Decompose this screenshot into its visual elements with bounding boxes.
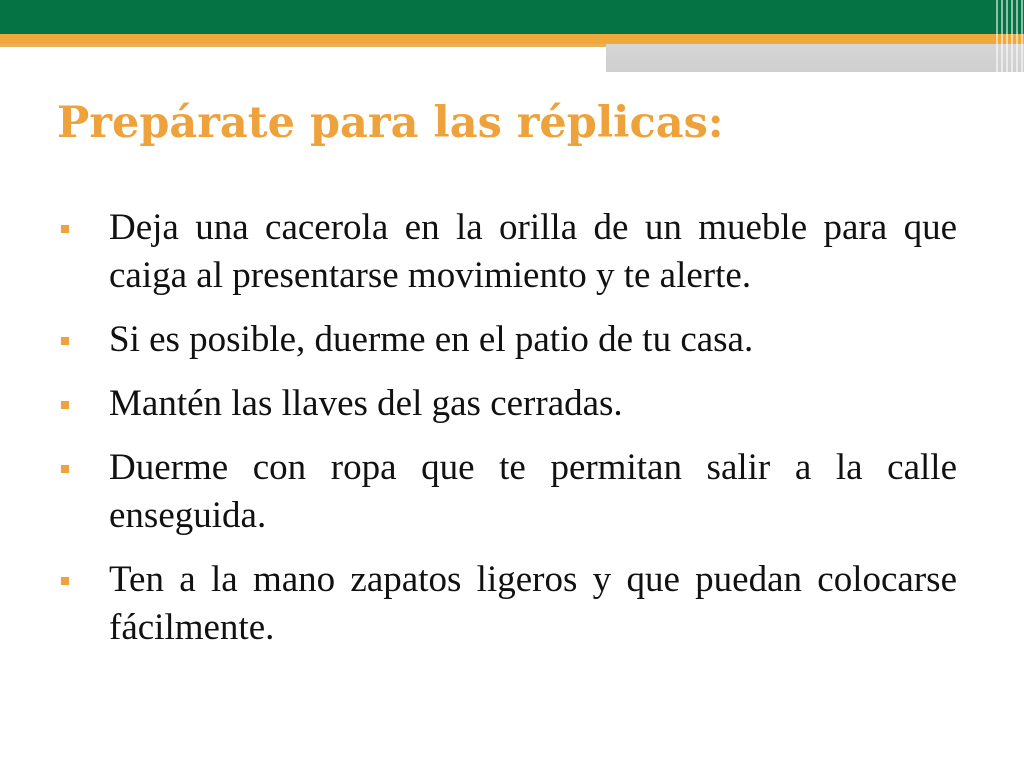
header-edge-stripes [996, 0, 1024, 72]
square-bullet-icon [61, 337, 69, 345]
bullet-item [57, 380, 957, 428]
slide-title: Prepárate para las réplicas: [57, 98, 724, 148]
bullet-item [57, 444, 957, 540]
bullet-text: Si es posible, duerme en el patio de tu casa. [109, 319, 754, 360]
square-bullet-icon [61, 225, 69, 233]
header-green-band [0, 0, 1024, 34]
bullet-item [57, 316, 957, 364]
bullet-text: Ten a la mano zapatos ligeros y que puedan colocarse fácilmente. [109, 559, 957, 648]
header-gray-band [606, 44, 1024, 72]
square-bullet-icon [61, 401, 69, 409]
header-orange-underline [0, 44, 606, 47]
bullet-text: Duerme con ropa que te permitan salir a la calle enseguida. [109, 447, 957, 536]
header-orange-band [0, 34, 1024, 44]
square-bullet-icon [61, 577, 69, 585]
bullet-text: Deja una cacerola en la orilla de un mueble para que caiga al presentarse movimiento y te alerte. [109, 207, 957, 296]
bullet-item [57, 204, 957, 300]
bullet-item [57, 556, 957, 652]
square-bullet-icon [61, 465, 69, 473]
bullet-text: Mantén las llaves del gas cerradas. [109, 383, 623, 424]
bullet-list [57, 204, 957, 668]
